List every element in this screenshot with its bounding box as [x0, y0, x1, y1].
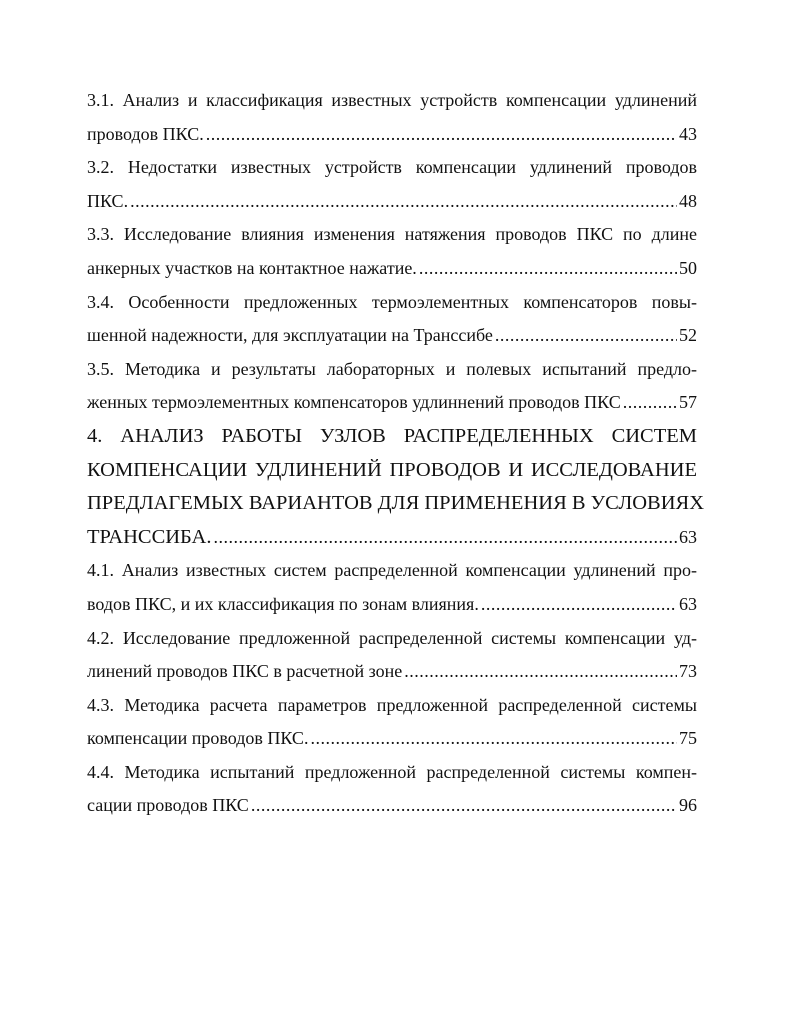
- toc-page-number: 57: [679, 392, 697, 413]
- toc-entry-4-2: [87, 622, 697, 689]
- toc-entry-leader-line: [87, 521, 697, 555]
- toc-entry-text: 3.5. Методика и результаты лабораторных и полевых испытаний предло-: [87, 358, 697, 379]
- toc-entry-text: 3.3. Исследование влияния изменения натяжения проводов ПКС по длине: [87, 224, 697, 245]
- toc-entry-text: 4.2. Исследование предложенной распределенной системы компенсации уд-: [87, 627, 697, 648]
- toc-entry-leader-line: [87, 118, 697, 152]
- toc-entry-text-end: ПКС.: [87, 190, 129, 211]
- toc-entry-text: 3.1. Анализ и классификация известных устройств компенсации удлинений: [87, 90, 697, 110]
- toc-entry-4-3: [87, 689, 697, 756]
- toc-entry-text-end: водов ПКС, и их классификация по зонам влияния.: [87, 593, 479, 614]
- toc-entry-leader-line: [87, 655, 697, 689]
- toc-entry-leader-line: [87, 386, 697, 420]
- toc-entry-text-end: шенной надежности, для эксплуатации на Транссибе: [87, 325, 493, 346]
- dot-leader: [251, 789, 677, 823]
- toc-page-number: 75: [679, 728, 697, 749]
- dot-leader: [130, 185, 677, 219]
- toc-entry-text: 3.2. Недостатки известных устройств компенсации удлинений проводов: [87, 157, 697, 178]
- dot-leader: [404, 655, 677, 689]
- toc-entry-3-3: [87, 218, 697, 285]
- dot-leader: [623, 386, 677, 420]
- toc-entry-3-2: [87, 151, 697, 218]
- toc-page-number: 96: [679, 795, 697, 816]
- toc-page-number: 52: [679, 325, 697, 346]
- toc-chapter-heading-text: КОМПЕНСАЦИИ УДЛИНЕНИЙ ПРОВОДОВ И ИССЛЕДОВАНИЕ: [87, 458, 697, 481]
- toc-entry-4-4: [87, 756, 697, 823]
- dot-leader: [206, 118, 677, 152]
- toc-entry-3-1: [87, 84, 697, 151]
- table-of-contents: [87, 84, 705, 823]
- toc-entry-4-1: [87, 554, 697, 621]
- toc-page-number: 63: [679, 526, 697, 547]
- dot-leader: [214, 521, 678, 555]
- toc-page-number: 63: [679, 593, 697, 614]
- toc-entry-text-end: линений проводов ПКС в расчетной зоне: [87, 661, 403, 682]
- toc-entry-text-end: проводов ПКС.: [87, 123, 204, 144]
- toc-page-number: 50: [679, 257, 697, 278]
- toc-entry-leader-line: [87, 588, 697, 622]
- toc-chapter-heading-text: ПРЕДЛАГЕМЫХ ВАРИАНТОВ ДЛЯ ПРИМЕНЕНИЯ В УСЛОВИЯХ: [87, 492, 705, 515]
- toc-entry-text: 3.4. Особенности предложенных термоэлементных компенсаторов повы-: [87, 291, 697, 312]
- toc-entry-text: 4.3. Методика расчета параметров предложенной распределенной системы: [87, 694, 697, 715]
- dot-leader: [310, 722, 677, 756]
- dot-leader: [419, 252, 677, 286]
- dot-leader: [495, 319, 677, 353]
- toc-entry-leader-line: [87, 319, 697, 353]
- toc-entry-text: 4.4. Методика испытаний предложенной распределенной системы компен-: [87, 761, 697, 782]
- toc-page-number: 73: [679, 661, 697, 682]
- toc-entry-3-5: [87, 353, 697, 420]
- toc-page-number: 43: [679, 123, 697, 144]
- toc-entry-leader-line: [87, 252, 697, 286]
- toc-chapter-heading-text: 4. АНАЛИЗ РАБОТЫ УЗЛОВ РАСПРЕДЕЛЕННЫХ СИСТЕМ: [87, 424, 697, 447]
- toc-entry-4: [87, 420, 705, 554]
- toc-entry-text: 4.1. Анализ известных систем распределенной компенсации удлинений про-: [87, 560, 697, 581]
- toc-entry-text-end: компенсации проводов ПКС.: [87, 728, 309, 749]
- toc-entry-3-4: [87, 286, 697, 353]
- toc-entry-text-end: женных термоэлементных компенсаторов удлиннений проводов ПКС: [87, 392, 621, 413]
- toc-entry-text-end: ТРАНССИБА.: [87, 525, 212, 548]
- toc-entry-text-end: сации проводов ПКС: [87, 795, 249, 816]
- dot-leader: [481, 588, 677, 622]
- toc-entry-leader-line: [87, 789, 697, 823]
- toc-entry-text-end: анкерных участков на контактное нажатие.: [87, 257, 417, 278]
- toc-entry-leader-line: [87, 722, 697, 756]
- toc-page-number: 48: [679, 190, 697, 211]
- toc-entry-leader-line: [87, 185, 697, 219]
